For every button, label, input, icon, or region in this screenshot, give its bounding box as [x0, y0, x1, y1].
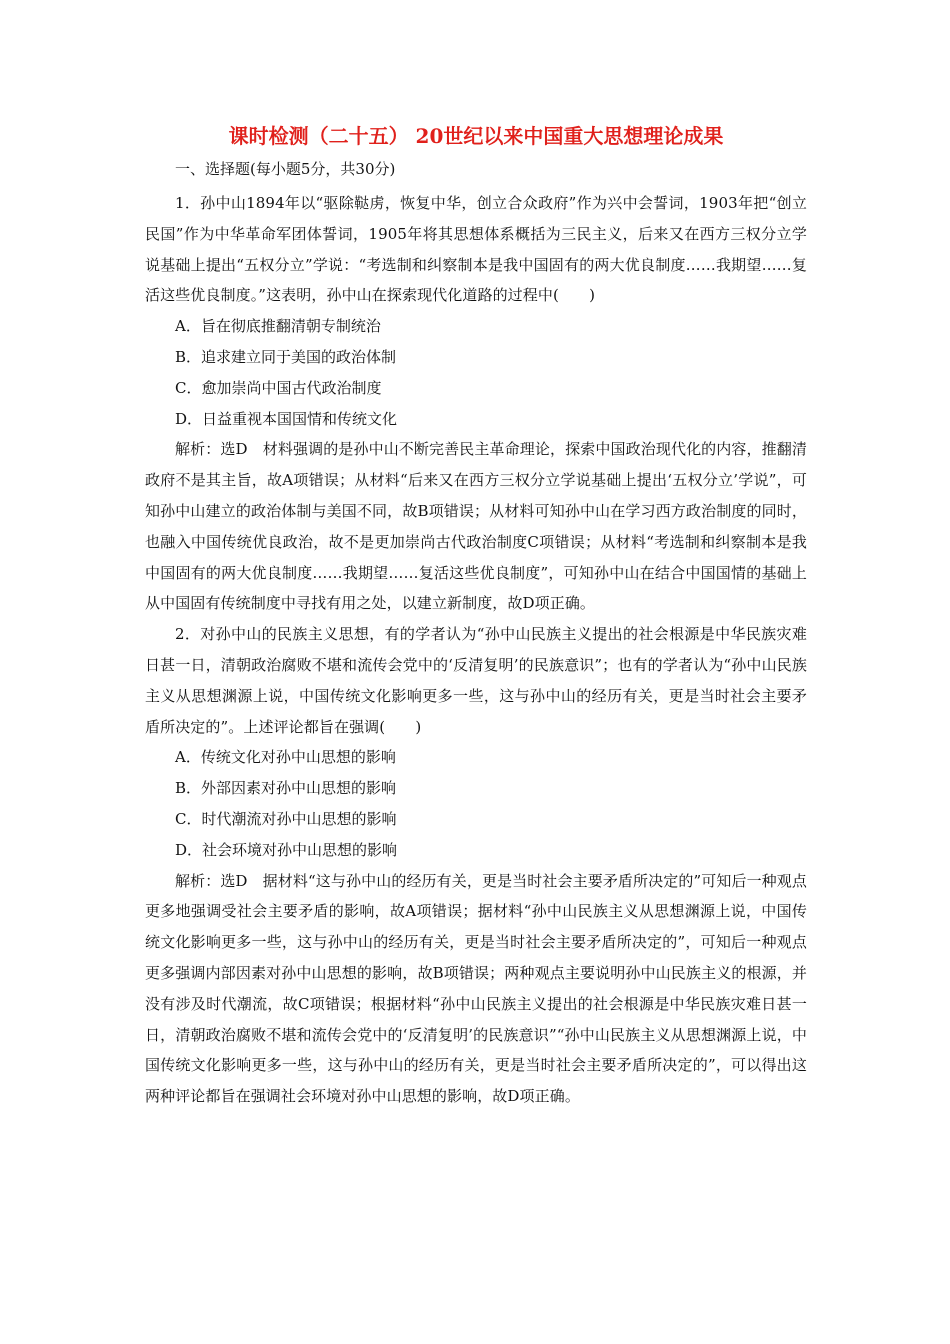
option-d: D．日益重视本国国情和传统文化 — [175, 409, 398, 428]
document-page — [145, 118, 807, 1112]
option-a: A．传统文化对孙中山思想的影响 — [175, 748, 396, 767]
question-stem: 2．对孙中山的民族主义思想，有的学者认为“孙中山民族主义提出的社会根源是中华民族灾难日甚一日，清朝政治腐败不堪和流传会党中的‘反清复明’的民族意识”；也有的学者认为“孙中山民族主义从思想渊源上说，中国传统文化影响更多一些，这与孙中山的经历有关，更是当时社会主要矛盾所决定的”。上述评论都旨在强调( ) — [145, 625, 807, 736]
page-title: 课时检测（二十五） 20世纪以来中国重大思想理论成果 — [228, 124, 724, 148]
option-c: C．时代潮流对孙中山思想的影响 — [175, 809, 397, 828]
section-heading: 一、选择题(每小题5分，共30分) — [175, 160, 396, 178]
option-d: D．社会环境对孙中山思想的影响 — [175, 840, 398, 859]
option-a: A．旨在彻底推翻清朝专制统治 — [175, 317, 381, 336]
option-b: B．追求建立同于美国的政治体制 — [175, 347, 397, 366]
question-analysis: 解析：选D 据材料“这与孙中山的经历有关，更是当时社会主要矛盾所决定的”可知后一种观点更多地强调受社会主要矛盾的影响，故A项错误；据材料“孙中山民族主义从思想渊源上说，中国传统文化影响更多一些，这与孙中山的经历有关，更是当时社会主要矛盾所决定的”，可知后一种观点更多强调内部因素对孙中山思想的影响，故B项错误；两种观点主要说明孙中山民族主义的根源，并没有涉及时代潮流，故C项错误；根据材料“孙中山民族主义提出的社会根源是中华民族灾难日甚一日，清朝政治腐败不堪和流传会党中的‘反清复明’的民族意识”“孙中山民族主义从思想渊源上说，中国传统文化影响更多一些，这与孙中山的经历有关，更是当时社会主要矛盾所决定的”，可以得出这两种评论都旨在强调社会环境对孙中山思想的影响，故D项正确。 — [145, 871, 807, 1106]
question-2 — [145, 619, 807, 1112]
option-b: B．外部因素对孙中山思想的影响 — [175, 779, 397, 798]
question-stem: 1．孙中山1894年以“驱除鞑虏，恢复中华，创立合众政府”作为兴中会誓词，1903年把“创立民国”作为中华革命军团体誓词，1905年将其思想体系概括为三民主义，后来又在西方三权分立学说基础上提出“五权分立”学说：“考选制和纠察制本是我中国固有的两大优良制度……我期望……复活这些优良制度。”这表明，孙中山在探索现代化道路的过程中( ) — [145, 194, 807, 305]
question-analysis: 解析：选D 材料强调的是孙中山不断完善民主革命理论，探索中国政治现代化的内容，推翻清政府不是其主旨，故A项错误；从材料“后来又在西方三权分立学说基础上提出‘五权分立’学说”，可知孙中山建立的政治体制与美国不同，故B项错误；从材料可知孙中山在学习西方政治制度的同时，也融入中国传统优良政治，故不是更加崇尚古代政治制度C项错误；从材料“考选制和纠察制本是我中国固有的两大优良制度……我期望……复活这些优良制度”，可知孙中山在结合中国国情的基础上从中国固有传统制度中寻找有用之处，以建立新制度，故D项正确。 — [145, 440, 807, 613]
option-c: C．愈加崇尚中国古代政治制度 — [175, 378, 382, 397]
question-1 — [145, 188, 807, 619]
